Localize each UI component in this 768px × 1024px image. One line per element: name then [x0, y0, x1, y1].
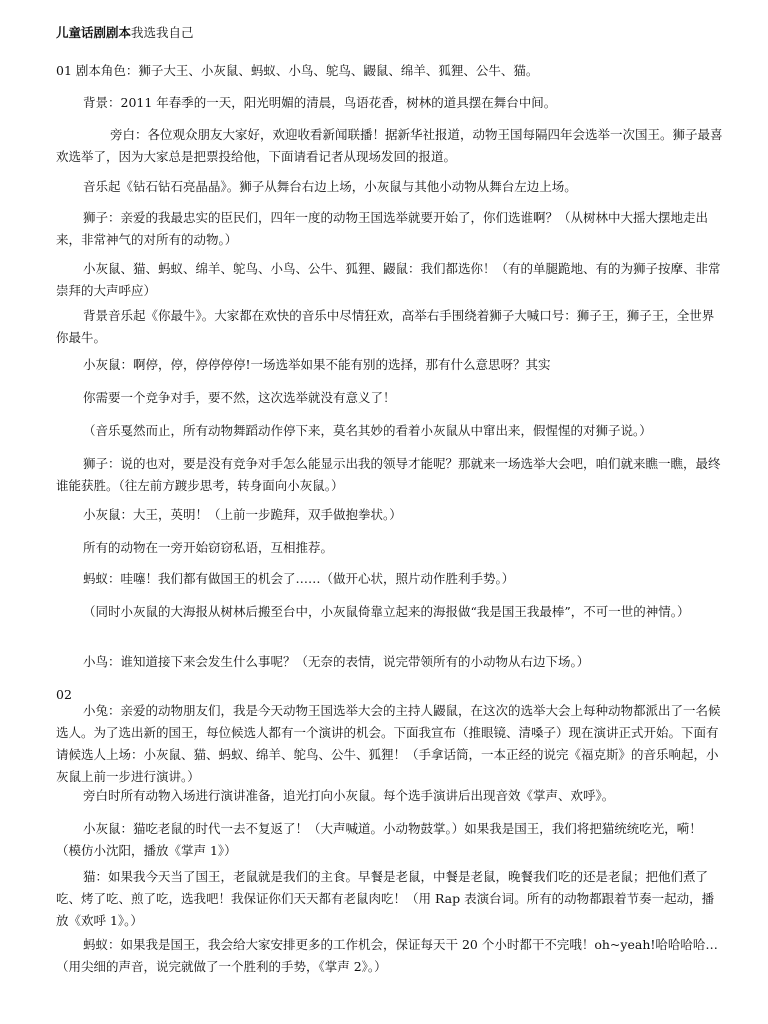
- paragraph: 小灰鼠：大王，英明！（上前一步跪拜，双手做抱拳状。）: [83, 507, 402, 522]
- paragraph: 蚂蚁：哇噻！我们都有做国王的机会了……（做开心状，照片动作胜利手势。）: [83, 571, 515, 586]
- paragraph: 音乐起《钻石钻石亮晶晶》。狮子从舞台右边上场，小灰鼠与其他小动物从舞台左边上场。: [83, 179, 577, 194]
- paragraph: 所有的动物在一旁开始窃窃私语，互相推荐。: [83, 540, 334, 555]
- cast-line: [56, 60, 724, 82]
- paragraph: 旁白：各位观众朋友大家好，欢迎收看新闻联播！据新华社报道，动物王国每隔四年会选举一次国王。狮子最喜欢选举了，因为大家总是把票投给他，下面请看记者从现场发回的报道。: [56, 127, 723, 164]
- paragraph: 小兔：亲爱的动物朋友们，我是今天动物王国选举大会的主持人鼹鼠，在这次的选举大会上每种动物都派出了一名候选人。为了选出新的国王，每位候选人都有一个演讲的机会。下面我宣布（推眼镜、清嗓子）现在演讲正式开始。下面有请候选人上场：小灰鼠、猫、蚂蚁、绵羊、鸵鸟、公牛、狐狸！（手拿话筒，一本正经的说完《福克斯》的音乐响起，小灰鼠上前一步进行演讲。）: [56, 703, 721, 784]
- paragraph: 背景音乐起《你最牛》。大家都在欢快的音乐中尽情狂欢，高举右手围绕着狮子大喊口号：狮子王，狮子王，全世界你最牛。: [56, 308, 715, 345]
- title-bold: 儿童话剧剧本: [56, 25, 132, 40]
- section-number: 01: [56, 63, 72, 78]
- paragraph: 猫：如果我今天当了国王，老鼠就是我们的主食。早餐是老鼠，中餐是老鼠，晚餐我们吃的还是老鼠；把他们煮了吃、烤了吃、煎了吃，选我吧！我保证你们天天都有老鼠肉吃！（用 Rap 表演台词。所有的动物都跟着节奏一起动，播放《欢呼 1》。）: [56, 869, 715, 928]
- paragraph: 狮子：说的也对，要是没有竞争对手怎么能显示出我的领导才能呢？那就来一场选举大会吧，咱们就来瞧一瞧，最终谁能获胜。（往左前方踱步思考，转身面向小灰鼠。）: [56, 456, 721, 493]
- paragraph: 小灰鼠、猫、蚂蚁、绵羊、鸵鸟、小鸟、公牛、狐狸、鼹鼠：我们都选你！（有的单腿跪地、有的为狮子按摩、非常崇拜的大声呼应）: [56, 261, 721, 298]
- paragraph: 小灰鼠：啊停，停，停停停停!一场选举如果不能有别的选择，那有什么意思呀？其实: [83, 357, 551, 372]
- paragraph: 蚂蚁：如果我是国王，我会给大家安排更多的工作机会，保证每天干 20 个小时都干不完哦！oh~yeah!哈哈哈哈…（用尖细的声音，说完就做了一个胜利的手势，《掌声 2》。）: [56, 937, 718, 974]
- paragraph: 背景：2011 年春季的一天，阳光明媚的清晨，鸟语花香，树林的道具摆在舞台中间。: [83, 95, 557, 110]
- title-rest: 我选我自己: [131, 25, 194, 40]
- paragraph: 狮子：亲爱的我最忠实的臣民们，四年一度的动物王国选举就要开始了，你们选谁啊？（从树林中大摇大摆地走出来，非常神气的对所有的动物。）: [56, 210, 709, 247]
- paragraph: 小灰鼠：猫吃老鼠的时代一去不复返了！（大声喊道。小动物鼓掌。）如果我是国王，我们将把猫统统吃光，嗬！（模仿小沈阳，播放《掌声 1》）: [56, 821, 702, 858]
- document-title: [56, 22, 724, 44]
- paragraph: （音乐戛然而止，所有动物舞蹈动作停下来，莫名其妙的看着小灰鼠从中窜出来，假惺惺的对狮子说。）: [83, 423, 652, 438]
- paragraph: 你需要一个竞争对手，要不然，这次选举就没有意义了！: [83, 390, 396, 405]
- paragraph: （同时小灰鼠的大海报从树林后搬至台中，小灰鼠倚靠立起来的海报做“我是国王我最棒”，不可一世的神情。）: [83, 604, 690, 619]
- paragraph: 小鸟：谁知道接下来会发生什么事呢？（无奈的表情，说完带领所有的小动物从右边下场。）: [83, 654, 590, 669]
- cast-text: 剧本角色：狮子大王、小灰鼠、蚂蚁、小鸟、鸵鸟、鼹鼠、绵羊、狐狸、公牛、猫。: [75, 63, 539, 78]
- section-number: 02: [56, 687, 72, 702]
- paragraph: 旁白时所有动物入场进行演讲准备，追光打向小灰鼠。每个选手演讲后出现音效《掌声、欢呼》。: [83, 788, 615, 803]
